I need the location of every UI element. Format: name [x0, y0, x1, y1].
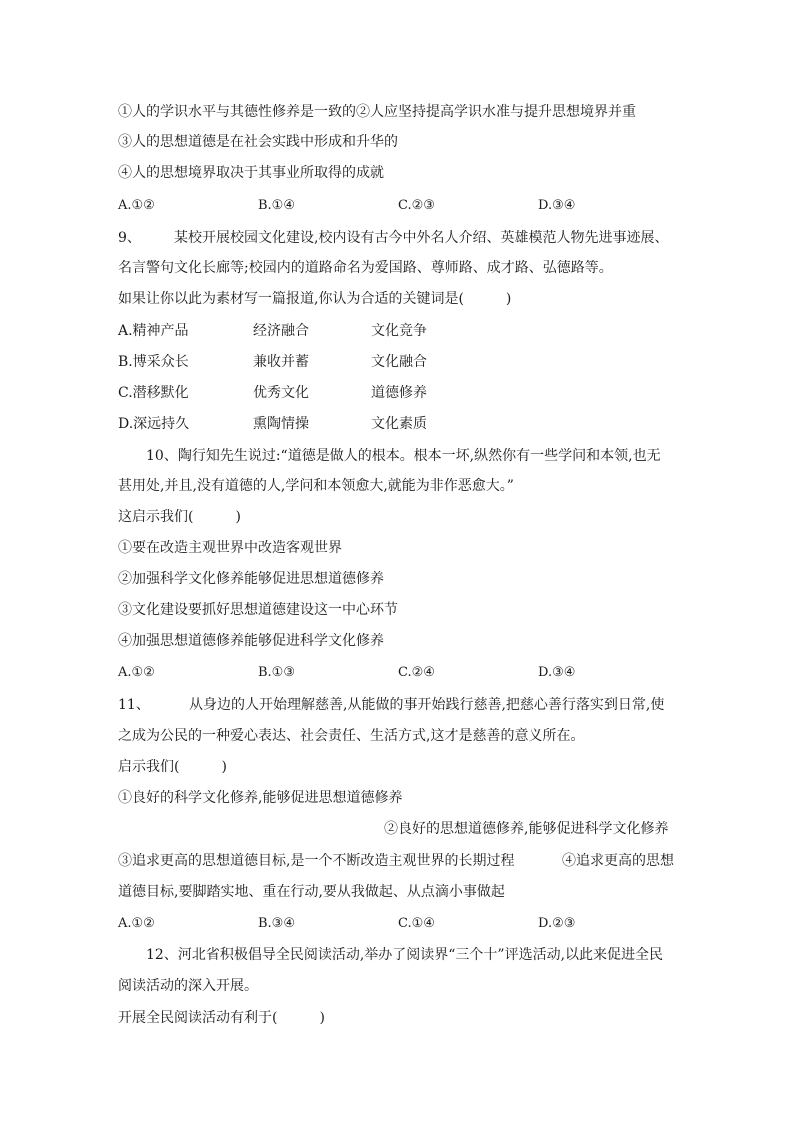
q9-option-a-word3: 文化竞争: [371, 323, 427, 339]
q9-option-c-word2: 优秀文化: [253, 385, 309, 401]
q11-option-b: B.③④: [258, 916, 295, 931]
q12-stem-line2: 阅读活动的深入开展。: [118, 978, 258, 994]
q9-option-c-word3: 道德修养: [371, 385, 427, 401]
q8-option-a: A.①②: [118, 198, 155, 213]
q8-item-3: ③人的思想道德是在社会实践中形成和升华的: [118, 134, 398, 150]
q8-option-c: C.②③: [398, 198, 435, 213]
q9-option-c-label: C.潜移默化: [118, 385, 189, 401]
q9-stem-line1: 某校开展校园文化建设,校内设有古今中外名人介绍、英雄模范人物先进事迹展、: [174, 230, 669, 246]
q10-item-4: ④加强思想道德修养能够促进科学文化修养: [118, 633, 384, 649]
q11-option-c: C.①④: [398, 916, 435, 931]
q12-stem-line1: 12、河北省积极倡导全民阅读活动,举办了阅读界“三个十”评选活动,以此来促进全民: [146, 947, 664, 963]
q10-item-2: ②加强科学文化修养能够促进思想道德修养: [118, 571, 384, 587]
q10-option-c: C.②④: [398, 665, 435, 680]
q9-number: 9、: [118, 230, 141, 246]
q11-number: 11、: [118, 697, 150, 713]
q11-item-4-end: 道德目标,要脚踏实地、重在行动,要从我做起、从点滴小事做起: [118, 884, 505, 900]
q9-option-d-word2: 熏陶情操: [253, 416, 309, 432]
q10-option-a: A.①②: [118, 665, 155, 680]
q12-question: 开展全民阅读活动有利于( ): [118, 1010, 325, 1026]
q9-option-b-word3: 文化融合: [371, 354, 427, 370]
q9-option-d-label: D.深远持久: [118, 416, 190, 432]
q10-item-3: ③文化建设要抓好思想道德建设这一中心环节: [118, 602, 398, 618]
q11-stem-line1: 从身边的人开始理解慈善,从能做的事开始践行慈善,把慈心善行落实到日常,使: [189, 697, 665, 713]
q11-option-a: A.①②: [118, 916, 155, 931]
q11-question: 启示我们( ): [118, 759, 227, 775]
q11-option-d: D.②③: [538, 916, 576, 931]
q9-stem-line2: 名言警句文化长廊等;校园内的道路命名为爱国路、尊师路、成才路、弘德路等。: [118, 260, 613, 276]
q8-option-d: D.③④: [538, 198, 576, 213]
q10-stem-line1: 10、陶行知先生说过:“道德是做人的根本。根本一坏,纵然你有一些学问和本领,也无: [146, 448, 661, 464]
q9-option-a-word2: 经济融合: [253, 323, 309, 339]
q11-item-3: ③追求更高的思想道德目标,是一个不断改造主观世界的长期过程: [118, 853, 515, 869]
q9-option-b-word2: 兼收并蓄: [253, 354, 309, 370]
q11-item-2: ②良好的思想道德修养,能够促进科学文化修养: [384, 821, 669, 837]
q8-items-1-2: ①人的学识水平与其德性修养是一致的②人应坚持提高学识水准与提升思想境界并重: [118, 104, 636, 120]
q10-question: 这启示我们( ): [118, 509, 241, 525]
q11-item-1: ①良好的科学文化修养,能够促进思想道德修养: [118, 790, 403, 806]
q8-option-b: B.①④: [258, 198, 295, 213]
q8-item-4: ④人的思想境界取决于其事业所取得的成就: [118, 165, 384, 181]
q11-stem-line2: 之成为公民的一种爱心表达、社会责任、生活方式,这才是慈善的意义所在。: [118, 728, 585, 744]
q11-item-4-start: ④追求更高的思想: [562, 853, 674, 869]
q9-option-d-word3: 文化素质: [371, 416, 427, 432]
q10-option-d: D.③④: [538, 665, 576, 680]
q10-stem-line2: 甚用处,并且,没有道德的人,学问和本领愈大,就能为非作恶愈大。”: [118, 478, 514, 494]
q10-item-1: ①要在改造主观世界中改造客观世界: [118, 540, 342, 556]
q10-option-b: B.①③: [258, 665, 295, 680]
q9-option-a-label: A.精神产品: [118, 323, 189, 339]
q9-option-b-label: B.博采众长: [118, 354, 189, 370]
q9-question: 如果让你以此为素材写一篇报道,你认为合适的关键词是( ): [118, 291, 512, 307]
